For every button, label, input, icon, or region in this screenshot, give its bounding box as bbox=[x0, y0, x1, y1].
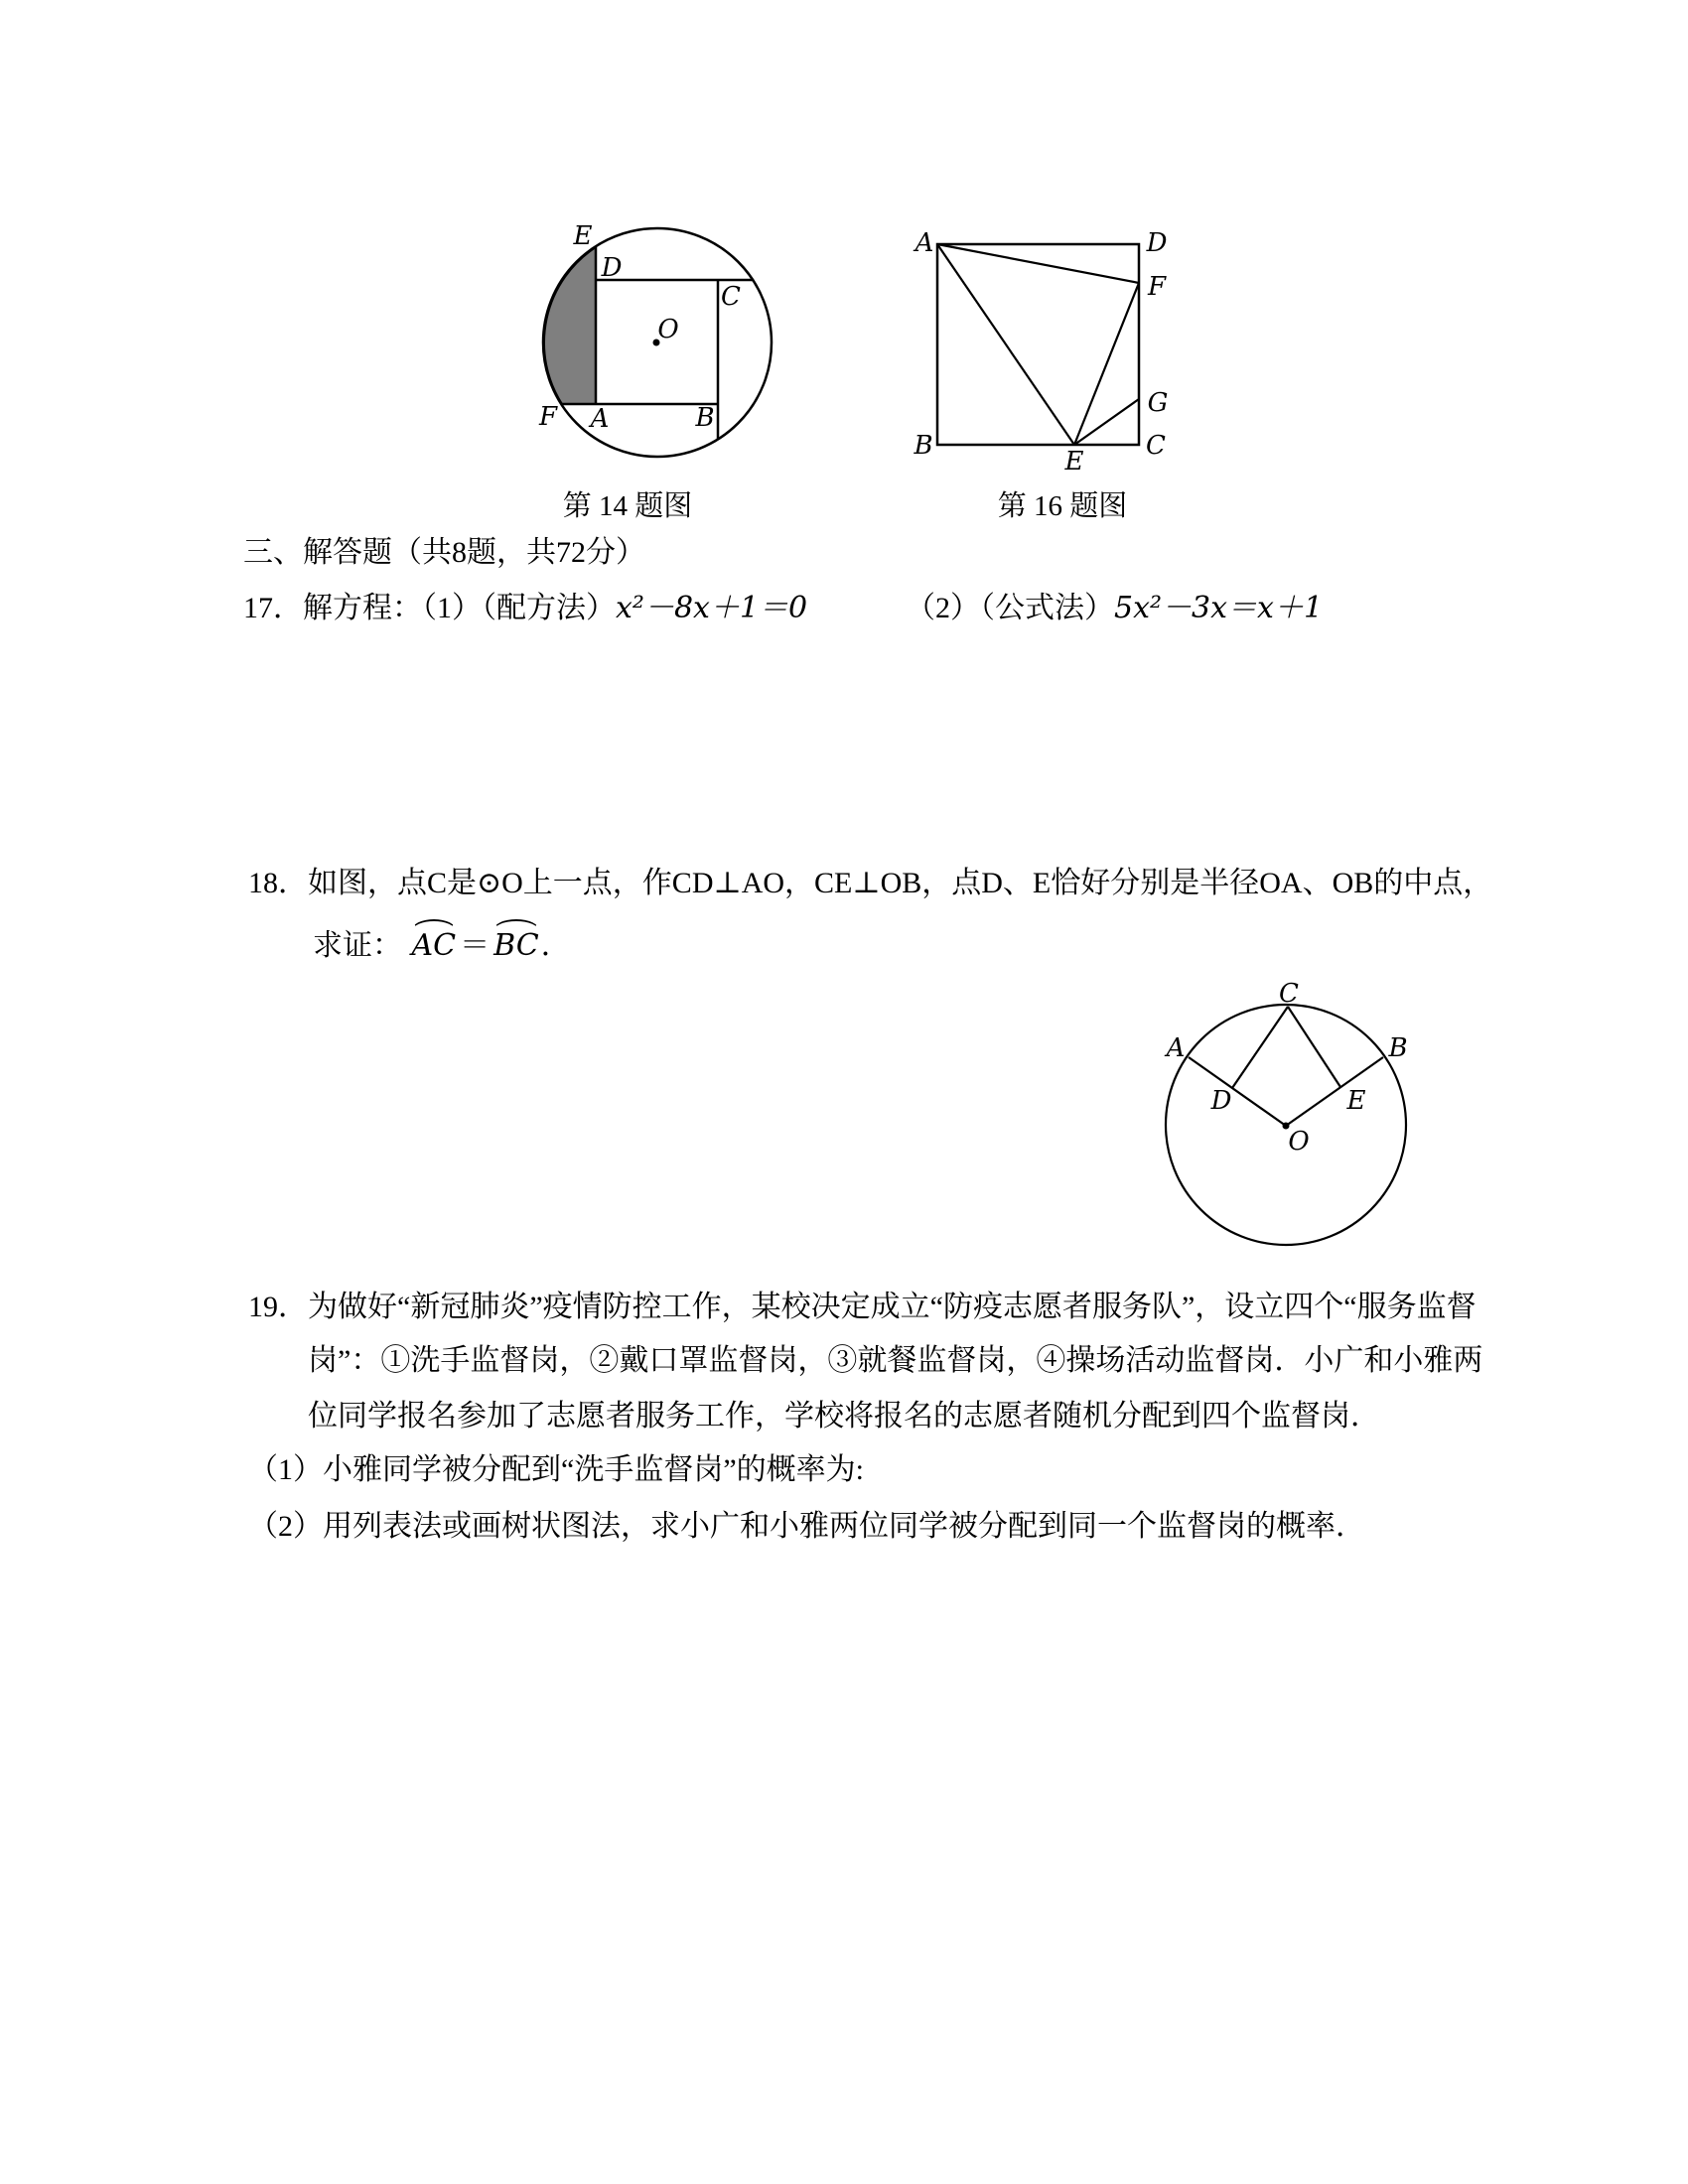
fig18-label-D: D bbox=[1210, 1086, 1232, 1116]
q17-main-text: 17．解方程：（1）（配方法） bbox=[243, 592, 616, 624]
figure-14-circle-square bbox=[427, 139, 824, 516]
fig16-label-E: E bbox=[1064, 447, 1084, 477]
q17-part2-label: （2）（公式法） bbox=[906, 592, 1114, 624]
fig16-label-F: F bbox=[1147, 272, 1167, 302]
q19-part1: （1）小雅同学被分配到“洗手监督岗”的概率为: bbox=[248, 1453, 864, 1486]
fig14-label-C: C bbox=[721, 282, 741, 312]
fig14-label-E: E bbox=[573, 221, 593, 251]
fig16-label-G: G bbox=[1147, 388, 1169, 418]
q19-line1: 19．为做好“新冠肺炎”疫情防控工作，某校决定成立“防疫志愿者服务队”，设立四个“服务监督 bbox=[248, 1291, 1477, 1323]
q19-line2: 岗”：①洗手监督岗，②戴口罩监督岗，③就餐监督岗，④操场活动监督岗．小广和小雅两 bbox=[308, 1344, 1483, 1377]
q18-proof-prefix: 求证： bbox=[313, 929, 402, 962]
fig16-label-B: B bbox=[914, 431, 933, 461]
q18-period: ． bbox=[540, 929, 571, 962]
q17-equation-2: 5x²－3x＝x＋1 bbox=[1114, 591, 1324, 625]
fig14-label-B: B bbox=[695, 403, 715, 433]
q18-arc-BC: BC bbox=[493, 928, 539, 963]
fig18-label-C: C bbox=[1279, 979, 1299, 1009]
fig18-label-B: B bbox=[1388, 1033, 1408, 1063]
fig14-label-D: D bbox=[601, 253, 623, 283]
q17-line bbox=[243, 592, 807, 626]
fig16-caption: 第 16 题图 bbox=[997, 490, 1128, 522]
fig16-label-A: A bbox=[914, 228, 934, 258]
q18-statement: 18．如图，点C是⊙O上一点，作CD⊥AO，CE⊥OB，点D、E恰好分别是半径OA、OB的中点， bbox=[248, 867, 1493, 899]
q18-arc-AC: AC bbox=[411, 928, 457, 963]
fig14-caption: 第 14 题图 bbox=[562, 490, 693, 522]
fig16-label-C: C bbox=[1146, 431, 1166, 461]
figure-18-circle-kite bbox=[1142, 963, 1440, 1261]
section-heading: 三、解答题（共8题，共72分） bbox=[243, 536, 645, 569]
figure-16-square-triangles bbox=[894, 159, 1192, 477]
q19-part2: （2）用列表法或画树状图法，求小广和小雅两位同学被分配到同一个监督岗的概率． bbox=[248, 1510, 1365, 1543]
fig18-label-O: O bbox=[1288, 1127, 1310, 1157]
fig14-label-A: A bbox=[590, 404, 610, 434]
q17-equation-1: x²－8x＋1＝0 bbox=[616, 591, 808, 625]
triangle-lines bbox=[937, 244, 1139, 445]
q18-equals: ＝ bbox=[460, 929, 491, 962]
q19-line3: 位同学报名参加了志愿者服务工作，学校将报名的志愿者随机分配到四个监督岗． bbox=[308, 1400, 1380, 1433]
fig18-label-A: A bbox=[1166, 1033, 1186, 1063]
q18-proof-line bbox=[313, 929, 571, 964]
fig14-label-O: O bbox=[657, 315, 679, 344]
fig14-label-F: F bbox=[538, 402, 558, 432]
fig18-label-E: E bbox=[1346, 1086, 1366, 1116]
square-outline bbox=[937, 244, 1139, 445]
q17-part2-line bbox=[906, 592, 1323, 626]
fig16-label-D: D bbox=[1146, 228, 1168, 258]
